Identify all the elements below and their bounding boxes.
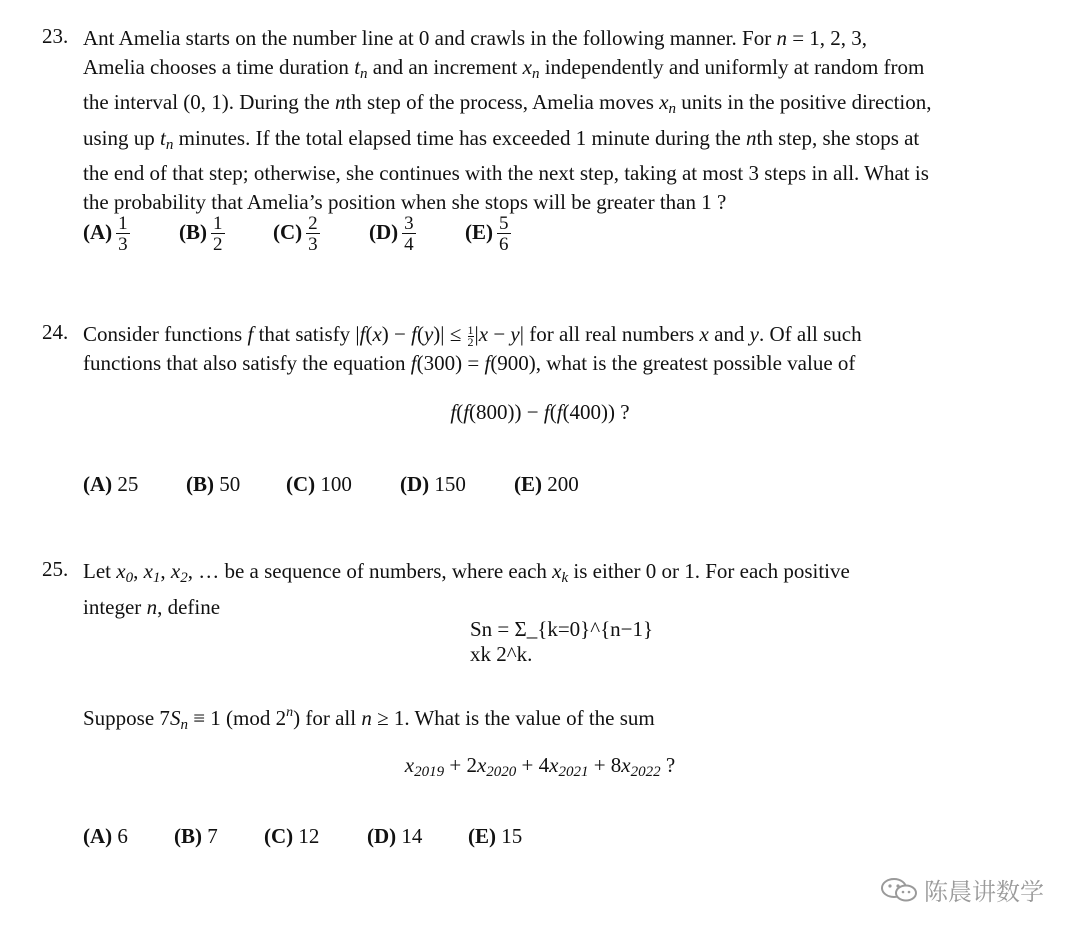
fraction: $\frac{3}{4}$ xyxy=(404,213,414,255)
choice-c[interactable] xyxy=(273,214,320,254)
choice-e[interactable] xyxy=(465,214,511,254)
problem-number: 25. xyxy=(42,557,69,581)
problem-24-line-1: Consider functions f that satisfy |f(x) − f(y)| ≤ $\frac{1}{2}$ |x − y| for all real numbers x and y. Of all such xyxy=(83,322,862,349)
problem-23-line-3: the interval (0, 1). During the nth step of the process, Amelia moves $x_n$ units in the positive direction, xyxy=(83,90,932,118)
problem-number: 24. xyxy=(42,320,69,344)
watermark xyxy=(880,872,1044,910)
problem-text xyxy=(83,320,1010,377)
problem-25-line-1: Let $x_0$, $x_1$, $x_2$, … be a sequence of numbers, where each $x_k$ is either 0 or 1. For each positive xyxy=(83,559,850,586)
choice-label: (A) xyxy=(83,219,113,244)
summation-formula: Sn = Σ_{k=0}^{n−1} xk 2^k. xyxy=(470,617,654,666)
fraction: $\frac{1}{3}$ xyxy=(118,213,128,255)
problem-25-line-2: integer n, define xyxy=(83,594,221,619)
choice-d[interactable]: (D) 14 xyxy=(367,824,423,848)
fraction: $\frac{1}{2}$ xyxy=(213,213,223,255)
choice-c[interactable]: (C) 100 xyxy=(286,472,352,496)
problem-text xyxy=(83,557,1010,621)
choice-d[interactable] xyxy=(369,214,416,254)
choice-e[interactable]: (E) 200 xyxy=(514,472,579,496)
choice-e[interactable]: (E) 15 xyxy=(468,824,523,848)
fraction: $\frac{2}{3}$ xyxy=(308,213,318,255)
problem-23-line-4: using up $t_n$ minutes. If the total elapsed time has exceeded 1 minute during the nth step, she stops at xyxy=(83,125,920,153)
choice-label: (B) xyxy=(179,219,207,244)
choice-d[interactable]: (D) 150 xyxy=(400,472,466,496)
problem-25-condition: Suppose $7S_n \equiv 1$ (mod 2$^n$) for all n ≥ 1. What is the value of the sum xyxy=(83,705,655,733)
choice-c[interactable]: (C) 12 xyxy=(264,824,320,848)
choice-b[interactable]: (B) 50 xyxy=(186,472,241,496)
fraction: $\frac{5}{6}$ xyxy=(499,213,509,255)
choice-b[interactable]: (B) 7 xyxy=(174,824,218,848)
problem-23-line-5: the end of that step; otherwise, she continues with the next step, taking at most 3 steps in all. What is xyxy=(83,161,929,186)
choice-a[interactable] xyxy=(83,214,130,254)
problem-number: 23. xyxy=(42,24,69,48)
display-equation: f(f(800)) − f(f(400)) ? xyxy=(450,400,630,424)
watermark-text: 陈晨讲数学 xyxy=(924,878,1044,906)
choice-a[interactable]: (A) 25 xyxy=(83,472,139,496)
choice-label: (D) xyxy=(369,219,399,244)
problem-text xyxy=(83,24,1010,217)
choice-a[interactable]: (A) 6 xyxy=(83,824,128,848)
problem-24-line-2: functions that also satisfy the equation f(300) = f(900), what is the greatest possible value of xyxy=(83,350,856,375)
choice-label: (C) xyxy=(273,219,303,244)
display-sum: $x_{2019} + 2x_{2020} + 4x_{2021} + 8x_{2022}$ ? xyxy=(404,753,676,780)
choice-label: (E) xyxy=(465,219,493,244)
wechat-icon xyxy=(880,876,920,910)
problem-23-line-2: Amelia chooses a time duration $t_n$ and an increment $x_n$ independently and uniformly at random from xyxy=(83,54,925,82)
problem-23-line-6: the probability that Amelia’s position when she stops will be greater than 1 ? xyxy=(83,189,727,214)
choice-b[interactable] xyxy=(179,214,225,254)
problem-23-line-1: Ant Amelia starts on the number line at 0 and crawls in the following manner. For n = 1, 2, 3, xyxy=(83,26,868,50)
